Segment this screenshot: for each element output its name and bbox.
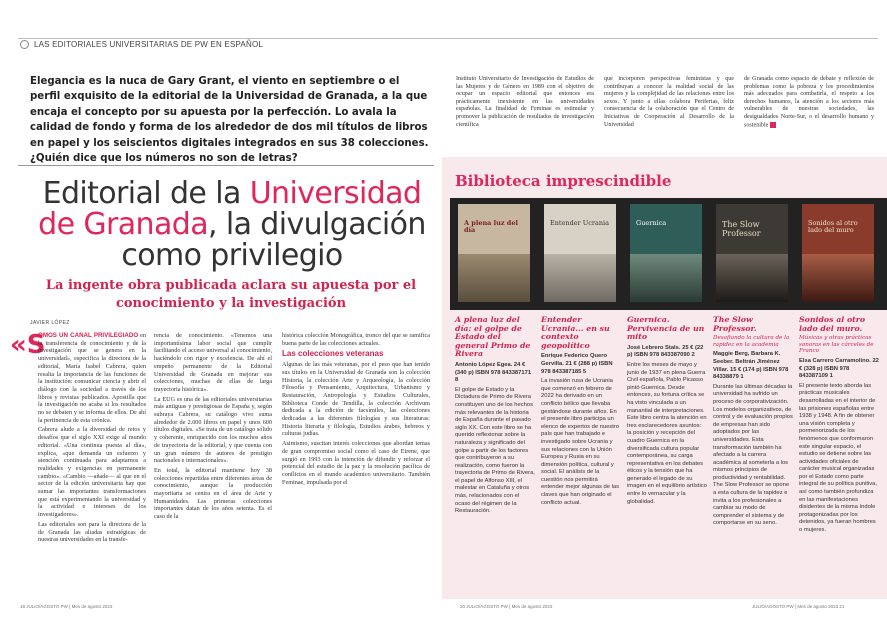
book-cover-3-title: Guernica [636,219,667,227]
book-5-meta: Elsa Carrero Carramolino. 22 € (328 p) ISBN 978 843387109 1 [799,357,879,380]
book-4-title: The Slow Professor. [713,315,757,333]
book-entry-4 [713,316,793,528]
body-column-2 [154,332,272,523]
end-mark-icon [770,122,776,128]
book-cover-4-image [716,254,788,302]
col1-p3: Las editoriales son para la directora de la de Granada las aliadas estratégicas de nuestras universidades en la transfe- [38,520,146,544]
article-subtitle: La ingente obra publicada aclara su apuesta por el conocimiento y la investigación [45,278,417,311]
section-bullet-icon [20,40,29,49]
book-entry-1 [455,316,535,516]
quote-mark-icon: «S [10,330,46,360]
sidebar-title: Biblioteca imprescindible [455,172,672,190]
col1-p2: Cabrera alude a la diversidad de retos y desafíos que el siglo XXI exige al mundo editorial. «Una continua puesta al día», explica, «que demanda un esfuerzo y atención continuada para adaptarnos a realidades y exigencias en permanente cambio». «Cambio —añade— al que en el sector de la edición universitaria hay que sumar las importantes transformaciones que está experimentando la universidad y la actividad e intereses de los investigadores». [38,426,146,519]
book-4-meta: Maggie Berg, Barbara K. Seeber. Beltrán Jiménez Villar. 15 € (174 p) ISBN 978 84338879 1 [713,351,789,381]
col3-p1: histórica colección Monográfica, tronco del que se ramifica buena parte de las colecciones actuales. [282,332,430,347]
book-1-title: A plena luz del día: el golpe de Estado del general Primo de Rivera [455,315,531,359]
title-highlight: Universidad de Granada [38,176,422,242]
right-column-3 [744,76,874,130]
book-cover-2 [544,204,616,302]
book-2-title: Entender Ucrania... en su contexto geopolítico [541,315,610,350]
col1-p1: en la transferencia de conocimiento y de la investigación que se genera en la universidad», especifica la directora de la editorial, María Isabel Cabrera, quien resalta la importancia de las funciones de la institución: comunicar ciencia y abrir el diálogo con la sociedad a través de los libros y revistas publicados. Apostilla que la investigación no acaba si los resultados no se debaten y se informa de ellos. De ahí la pertinencia de esta crónica. [38,332,146,424]
book-entry-2 [541,316,621,507]
book-3-title: Guernica. Pervivencia de un mito [627,315,705,342]
footer-center: 20 JULIO/AGOSTO PW | Mes de agosto 2023 [460,604,553,609]
body-column-1 [38,332,146,546]
book-cover-5-title: Sonidos al otro lado del muro [808,219,858,234]
book-cover-1-image [458,254,530,302]
book-5-subtitle: Músicas y otras prácticas sonoras en las cárceles de Franco [799,335,874,355]
book-cover-3-image [630,254,702,302]
book-1-meta: Antonio López Egea. 24 € (340 p) ISBN 978 843387171 8 [455,361,532,384]
body-column-3 [282,332,430,488]
opening-smallcaps: OMOS UN CANAL PRIVILEGIADO [38,332,139,339]
header-rule [18,38,878,39]
book-3-meta: José Lebrero Stals. 25 € (22 p) ISBN 978 843387090 2 [627,344,704,359]
footer-right: JULIO/AGOSTO PW | Mes de agosto 2023 21 [752,604,845,609]
book-2-meta: Enrique Federico Quero Gervilla. 21 € (288 p) ISBN 978 843387185 5 [541,353,613,375]
book-entry-5 [799,316,879,535]
book-5-title: Sonidos al otro lado del muro. [799,315,866,333]
book-cover-1 [458,204,530,302]
book-cover-2-image [544,254,616,302]
section-label: LAS EDITORIALES UNIVERSITARIAS DE PW EN ESPAÑOL [34,40,264,49]
book-cover-5-image [802,254,874,302]
col2-p1: rencia de conocimiento. «Tenemos una importantísima labor social que cumplir facilitando el acceso universal al conocimiento, haciéndolo con rigor y excelencia. De ahí el empeño permanente de la Editorial Universidad de Granada en mejorar sus colecciones, muchas de ellas de larga trayectoria histórica». [154,332,272,393]
book-cover-5 [802,204,874,302]
right-column-2: que incorporen perspectivas feministas y que contribuyan a conocer la realidad social de las mujeres y la complejidad de las relaciones entre los sexos. Y junto a ellas colabora Periferias, feliz consecuencia de la colaboración que el Centro de Iniciativas de Cooperación al Desarrollo de la Universidad [604,76,734,128]
book-1-desc: El golpe de Estado y la Dictadura de Primo de Rivera constituyen uno de los hechos más relevantes de la historia de España durante el pasado siglo XX. Con este libro se ha querido reflexionar sobre la naturaleza y significado del golpe a partir de los factores que contribuyeron a su realización, como fueron la trayectoria de Primo de Rivera, el papel de Alfonso XIII, el malestar en Cataluña y otros más, relacionados con el ocaso del régimen de la Restauración. [455,386,535,515]
book-5-desc: El presente texto aborda las prácticas musicales desarrolladas en el interior de las prisiones españolas entre 1938 y 1948. A fin de obtener una visión completa y pormenorizada de los fenómenos que conformaron este singular espacio, el estudio se detiene sobre las actividades oficiales de carácter musical organizadas por el Estado como parte integral de su política punitiva, así como también profundiza en las manifestaciones disidentes de la misma índole protagonizadas por los detenidos, ya fueran hombres o mujeres. [799,382,877,534]
col2-p2: La EUG es una de las editoriales universitarias más antiguas y prestigiosas de España y, según subraya Cabrera, su catálogo vivo suma alrededor de 2.000 libros en papel y unos 600 títulos digitales. «Se trata de un catálogo sólido y coherente, enriquecido con los muchos años de trayectoria de la editorial, y que cuenta con un gran número de autores de prestigio nacionales e internacionales». [154,395,272,465]
author-byline: JAVIER LÓPEZ [30,320,70,326]
title-part1: Editorial de la [42,176,250,211]
article-title [26,178,438,271]
book-cover-1-title: A plena luz del día [464,219,518,234]
book-entry-3 [627,316,707,506]
lead-paragraph: Elegancia es la nuca de Gary Grant, el viento en septiembre o el perfil exquisito de la editorial de la Universidad de Granada, a la que encaja el concepto por su apuesta por la perfección. Lo avala la calidad de fondo y forma de los alrededor de dos mil títulos de libros en papel y los seiscientos digitales integrados en sus 38 colecciones. ¿Quién dice que los números no son de letras? [30,76,429,165]
book-cover-3 [630,204,702,302]
title-part2: , la divulgación como privilegio [121,207,426,273]
book-4-subtitle: Desafiando la cultura de la rapidez en la academia [713,335,790,348]
col3-p3: Asimismo, suscitan interés colecciones que abordan temas de gran compromiso social como el caso de Eirene, que surgió en 1993 con la intención de difundir y reforzar el potencial del estudio de la paz y la resolución pacífica de conflictos en el mundo académico universitario. También Feminae, impulsada por el [282,440,430,486]
right-column-3-text: de Granada como espacio de debate y reflexión de problemas como la pobreza y los procedimientos más adecuados para combatirla, el respeto a los derechos humanos, la atención a los sectores más vulnerables de nuestras sociedades, las desigualdades Norte-Sur, o el desarrollo humano y sostenible [744,76,874,128]
book-covers-strip [450,198,887,310]
book-4-desc: Durante las últimas décadas la universidad ha sufrido un proceso de corporativización. Los modelos organizativos, de control y de evaluación propios de empresas han sido adoptados por las universidades. Esta transformación también ha afectado a la carrera académica al someterla a los mismos principios de productividad y rentabilidad. The Slow Professor se opone a esta cultura de la rapidez e invita a los profesionales a cambiar su modo de comprender el sistema y de comportarse en su seno. [713,383,793,527]
book-2-desc: La invasión rusa de Ucrania que comenzó en febrero de 2022 ha derivado en un conflicto bélico que llevaba gestándose durante años. En el presente libro participa un elenco de expertos de nuestro país que han trabajado e investigado sobre Ucrania y sus relaciones con la Unión Europea y Rusia en su dimensión política, cultural y social. El análisis de la cuestión nos permitirá entender mejor algunas de las claves que han originado el conflicto actual. [541,378,619,506]
title-rule [18,165,434,166]
col2-p3: En total, la editorial mantiene hoy 38 colecciones repartidas entre diferentes áreas de conocimiento, aunque la producción mayoritaria se centra en el área de Arte y Humanidades. Las primeras colecciones importantes datan de los años setenta. Es el caso de la [154,466,272,521]
book-cover-4-title: The Slow Professor [722,220,761,238]
book-cover-2-title: Entender Ucrania [550,219,609,227]
book-cover-4 [716,204,788,302]
section-heading: Las colecciones veteranas [282,349,384,359]
col3-p2: Algunas de las más veteranas, por el peso que han tenido sus títulos en la Universidad de Granada son la colección Historia, la colección Arte y Arqueología, la colección Filosofía y Pensamiento, Arquitectura, Urbanismo y Restauración, Antropología y Estudios Culturales, Biblioteca Conde de Tendilla, la colección Archivum dedicada a la edición de facsímiles, las colecciones dedicadas a las diferentes filologías y sus literaturas: Historia literaria y filología, Estudios árabes, hebreos y culturas judías. [282,361,430,438]
book-3-desc: Entre los meses de mayo y junio de 1937 en plena Guerra Civil española, Pablo Picasso pintó Guernica. Desde entonces, su fortuna crítica se ha visto vinculada a un manantial de interpretaciones. Este libro centra la atención en tres esclarecedores asuntos: la posición y recepción del cuadro Guernica en la diversificada cultura popular contemporánea, su carga representativa en los debates éticos y la tensión que ha generado el legado de su imagen en el equilibrio artístico entre lo vernacular y la globalidad. [627,361,707,505]
footer-left: 18 JULIO/AGOSTO PW | Mes de agosto 2023 [20,604,113,609]
right-column-1: Instituto Universitario de Investigación de Estudios de las Mujeres y de Género en 1989 con el objetivo de ocupar un espacio editorial que entonces era prácticamente inexistente en las universidades españolas. La finalidad de Feminae es estimular y promover la publicación de resultados de investigación científica [456,76,594,128]
